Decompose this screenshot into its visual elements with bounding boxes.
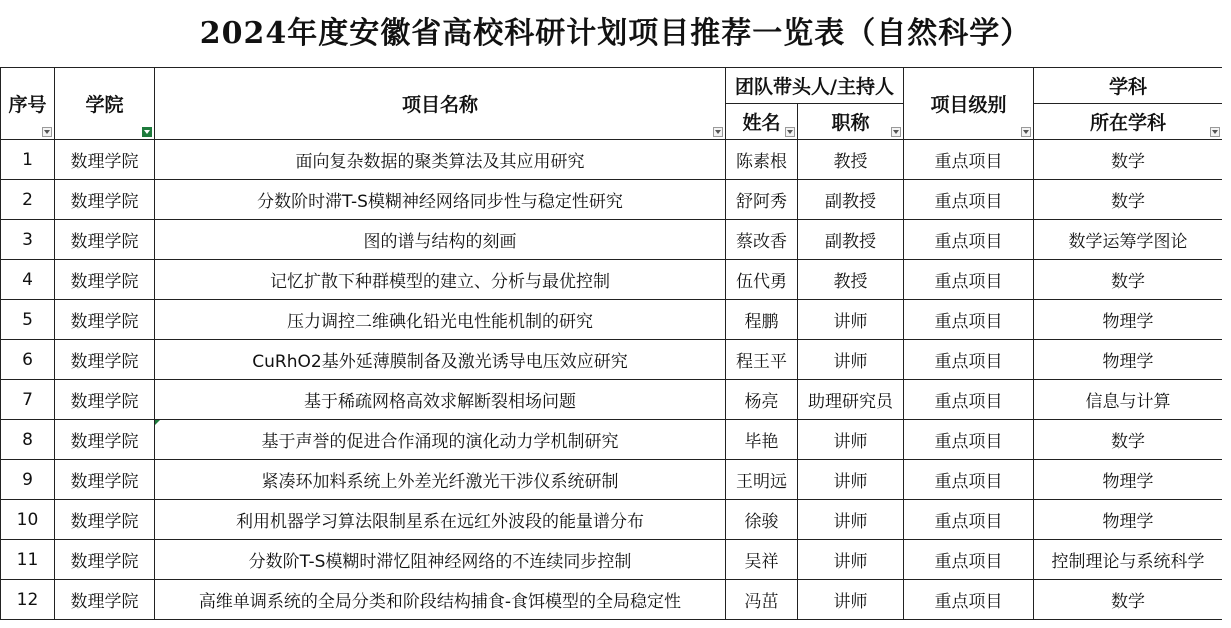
cell-discipline[interactable]: 物理学 <box>1034 460 1223 500</box>
table-row <box>1 540 1223 580</box>
cell-name[interactable]: 程王平 <box>726 340 798 380</box>
header-name: 姓名 <box>726 104 798 140</box>
cell-project-name[interactable]: 压力调控二维碘化铅光电性能机制的研究 <box>155 300 726 340</box>
cell-index[interactable]: 4 <box>1 260 55 300</box>
cell-discipline[interactable]: 控制理论与系统科学 <box>1034 540 1223 580</box>
header-subject: 学科 <box>1034 68 1223 104</box>
cell-name[interactable]: 舒阿秀 <box>726 180 798 220</box>
cell-name[interactable]: 程鹏 <box>726 300 798 340</box>
cell-discipline[interactable]: 物理学 <box>1034 300 1223 340</box>
cell-project-name[interactable]: 高维单调系统的全局分类和阶段结构捕食-食饵模型的全局稳定性 <box>155 580 726 620</box>
cell-project-name[interactable]: 基于稀疏网格高效求解断裂相场问题 <box>155 380 726 420</box>
cell-index[interactable]: 6 <box>1 340 55 380</box>
cell-name[interactable]: 徐骏 <box>726 500 798 540</box>
cell-project-name[interactable]: 记忆扩散下种群模型的建立、分析与最优控制 <box>155 260 726 300</box>
filter-active-icon[interactable] <box>142 127 152 137</box>
cell-name[interactable]: 冯茁 <box>726 580 798 620</box>
cell-project-name[interactable]: 图的谱与结构的刻画 <box>155 220 726 260</box>
cell-position[interactable]: 讲师 <box>798 420 904 460</box>
cell-name[interactable]: 陈素根 <box>726 140 798 180</box>
cell-index[interactable]: 7 <box>1 380 55 420</box>
cell-discipline[interactable]: 数学 <box>1034 260 1223 300</box>
cell-project-name[interactable]: 分数阶时滞T-S模糊神经网络同步性与稳定性研究 <box>155 180 726 220</box>
table-row <box>1 300 1223 340</box>
filter-dropdown-icon[interactable] <box>42 127 52 137</box>
cell-discipline[interactable]: 数学 <box>1034 580 1223 620</box>
cell-college[interactable]: 数理学院 <box>55 300 155 340</box>
cell-college[interactable]: 数理学院 <box>55 140 155 180</box>
cell-position[interactable]: 讲师 <box>798 580 904 620</box>
cell-text: 基于声誉的促进合作涌现的演化动力学机制研究 <box>261 432 619 452</box>
header-index: 序号 <box>1 68 55 140</box>
cell-position[interactable]: 助理研究员 <box>798 380 904 420</box>
header-level: 项目级别 <box>904 68 1034 140</box>
table-row <box>1 180 1223 220</box>
cell-position[interactable]: 讲师 <box>798 460 904 500</box>
cell-level[interactable]: 重点项目 <box>904 460 1034 500</box>
cell-project-name[interactable]: CuRhO2基外延薄膜制备及激光诱导电压效应研究 <box>155 340 726 380</box>
cell-level[interactable]: 重点项目 <box>904 340 1034 380</box>
cell-name[interactable]: 王明远 <box>726 460 798 500</box>
filter-dropdown-icon[interactable] <box>891 127 901 137</box>
cell-project-name[interactable]: 紧凑环加料系统上外差光纤激光干涉仪系统研制 <box>155 460 726 500</box>
filter-dropdown-icon[interactable] <box>1210 127 1220 137</box>
table-row <box>1 460 1223 500</box>
cell-college[interactable]: 数理学院 <box>55 260 155 300</box>
cell-discipline[interactable]: 物理学 <box>1034 340 1223 380</box>
table-row <box>1 380 1223 420</box>
cell-college[interactable]: 数理学院 <box>55 460 155 500</box>
cell-college[interactable]: 数理学院 <box>55 180 155 220</box>
cell-project-name[interactable] <box>155 420 726 460</box>
cell-college[interactable]: 数理学院 <box>55 380 155 420</box>
cell-level[interactable]: 重点项目 <box>904 260 1034 300</box>
cell-index[interactable]: 8 <box>1 420 55 460</box>
cell-index[interactable]: 5 <box>1 300 55 340</box>
cell-discipline[interactable]: 物理学 <box>1034 500 1223 540</box>
cell-discipline[interactable]: 数学 <box>1034 420 1223 460</box>
cell-level[interactable]: 重点项目 <box>904 140 1034 180</box>
cell-college[interactable]: 数理学院 <box>55 340 155 380</box>
cell-position[interactable]: 教授 <box>798 140 904 180</box>
cell-position[interactable]: 讲师 <box>798 500 904 540</box>
header-discipline: 所在学科 <box>1034 104 1223 140</box>
cell-position[interactable]: 讲师 <box>798 300 904 340</box>
sheet-margin <box>1222 67 1231 628</box>
table-row <box>1 500 1223 540</box>
table-row <box>1 340 1223 380</box>
projects-table <box>0 67 1223 620</box>
cell-college[interactable]: 数理学院 <box>55 420 155 460</box>
table-row <box>1 260 1223 300</box>
cell-name[interactable]: 伍代勇 <box>726 260 798 300</box>
cell-name[interactable]: 吴祥 <box>726 540 798 580</box>
header-college: 学院 <box>55 68 155 140</box>
cell-index[interactable]: 10 <box>1 500 55 540</box>
cell-name[interactable]: 毕艳 <box>726 420 798 460</box>
cell-college[interactable]: 数理学院 <box>55 220 155 260</box>
filter-dropdown-icon[interactable] <box>785 127 795 137</box>
cell-discipline[interactable]: 信息与计算 <box>1034 380 1223 420</box>
cell-position[interactable]: 副教授 <box>798 220 904 260</box>
cell-level[interactable]: 重点项目 <box>904 420 1034 460</box>
cell-discipline[interactable]: 数学 <box>1034 140 1223 180</box>
cell-level[interactable]: 重点项目 <box>904 580 1034 620</box>
cell-level[interactable]: 重点项目 <box>904 540 1034 580</box>
comment-marker <box>155 420 160 425</box>
cell-index[interactable]: 3 <box>1 220 55 260</box>
cell-discipline[interactable]: 数学运筹学图论 <box>1034 220 1223 260</box>
filter-dropdown-icon[interactable] <box>1021 127 1031 137</box>
cell-position[interactable]: 讲师 <box>798 340 904 380</box>
table-row <box>1 220 1223 260</box>
cell-college[interactable]: 数理学院 <box>55 580 155 620</box>
table-row <box>1 140 1223 180</box>
header-project-name: 项目名称 <box>155 68 726 140</box>
cell-index[interactable]: 1 <box>1 140 55 180</box>
header-team-leader: 团队带头人/主持人 <box>726 68 904 104</box>
cell-project-name[interactable]: 分数阶T-S模糊时滞忆阻神经网络的不连续同步控制 <box>155 540 726 580</box>
table-body <box>1 140 1223 620</box>
cell-college[interactable]: 数理学院 <box>55 540 155 580</box>
cell-position[interactable]: 副教授 <box>798 180 904 220</box>
cell-project-name[interactable]: 面向复杂数据的聚类算法及其应用研究 <box>155 140 726 180</box>
table-row <box>1 580 1223 620</box>
filter-dropdown-icon[interactable] <box>713 127 723 137</box>
cell-level[interactable]: 重点项目 <box>904 500 1034 540</box>
cell-discipline[interactable]: 数学 <box>1034 180 1223 220</box>
header-position: 职称 <box>798 104 904 140</box>
cell-project-name[interactable]: 利用机器学习算法限制星系在远红外波段的能量谱分布 <box>155 500 726 540</box>
cell-index[interactable]: 2 <box>1 180 55 220</box>
cell-index[interactable]: 12 <box>1 580 55 620</box>
cell-level[interactable]: 重点项目 <box>904 220 1034 260</box>
cell-index[interactable]: 9 <box>1 460 55 500</box>
cell-college[interactable]: 数理学院 <box>55 500 155 540</box>
cell-index[interactable]: 11 <box>1 540 55 580</box>
cell-level[interactable]: 重点项目 <box>904 300 1034 340</box>
cell-level[interactable]: 重点项目 <box>904 380 1034 420</box>
page-title: 2024年度安徽省高校科研计划项目推荐一览表（自然科学） <box>199 16 1032 51</box>
cell-position[interactable]: 讲师 <box>798 540 904 580</box>
cell-name[interactable]: 杨亮 <box>726 380 798 420</box>
cell-level[interactable]: 重点项目 <box>904 180 1034 220</box>
table-row <box>1 420 1223 460</box>
cell-name[interactable]: 蔡改香 <box>726 220 798 260</box>
cell-position[interactable]: 教授 <box>798 260 904 300</box>
